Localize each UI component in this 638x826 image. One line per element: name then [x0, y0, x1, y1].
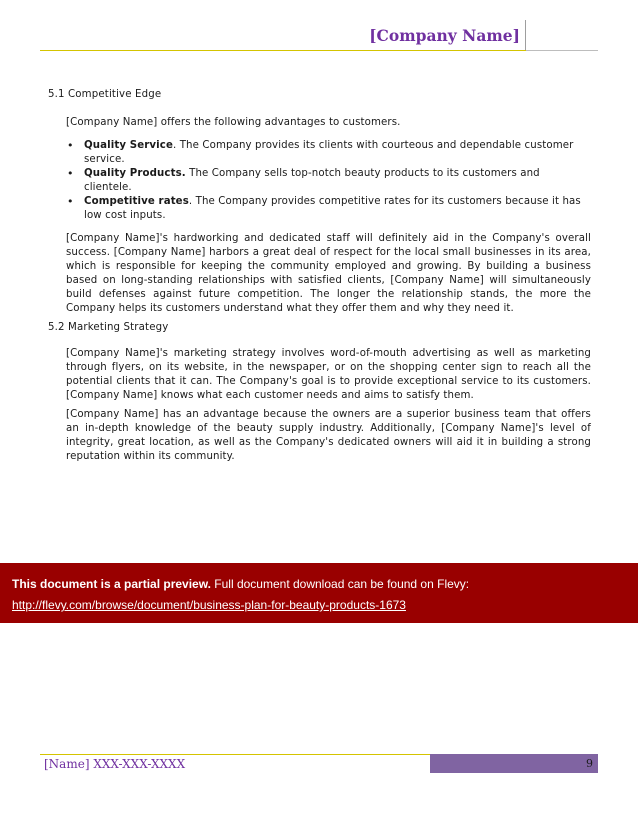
flevy-document-link[interactable]: http://flevy.com/browse/document/business-plan-for-beauty-products-1673 [12, 598, 406, 612]
header-divider-vertical [525, 20, 526, 50]
bullet-text: . The Company provides competitive rates for its customers because it has low cost inputs. [84, 196, 581, 221]
section-heading-marketing-strategy: 5.2 Marketing Strategy [48, 322, 169, 333]
advantages-list [66, 139, 588, 223]
list-item [66, 167, 588, 194]
footer-rule [40, 754, 430, 755]
footer-page-number: 9 [586, 757, 593, 770]
preview-banner-message [12, 577, 469, 591]
footer-contact: [Name] XXX-XXX-XXXX [44, 757, 186, 771]
competitive-edge-intro: [Company Name] offers the following advantages to customers. [66, 117, 401, 128]
header-rule-right [526, 50, 598, 51]
list-item [66, 139, 588, 166]
bullet-term: Quality Service [84, 140, 173, 151]
section-heading-competitive-edge: 5.1 Competitive Edge [48, 89, 162, 100]
footer-page-box [430, 754, 598, 773]
bullet-text: . The Company provides its clients with courteous and dependable customer service. [84, 140, 574, 165]
bullet-term: Quality Products. [84, 168, 186, 179]
preview-banner-text: Full document download can be found on Flevy: [210, 577, 470, 591]
list-item [66, 195, 588, 222]
marketing-strategy-paragraph-1: [Company Name]'s marketing strategy involves word-of-mouth advertising as well as marketing through flyers, on its website, in the newspaper, or on the shopping center sign to reach all the potential clients that it can. The Company's goal is to provide exceptional service to its customers. [Company Name] knows what each customer needs and aims to satisfy them. [66, 348, 591, 401]
preview-banner-bold: This document is a partial preview. [12, 577, 211, 591]
preview-banner [0, 563, 638, 623]
header-rule [40, 50, 526, 51]
competitive-edge-paragraph: [Company Name]'s hardworking and dedicated staff will definitely aid in the Company's overall success. [Company Name] harbors a great deal of respect for the local small businesses in its area, which is responsible for keeping the community employed and growing. By building a business based on long-standing relationships with satisfied clients, [Company Name] will simultaneously build defenses against future competition. The longer the relationship stands, the more the Company helps its customers understand what they offer them and why they need it. [66, 233, 591, 314]
header-company-name: [Company Name] [369, 26, 520, 45]
bullet-term: Competitive rates [84, 196, 189, 207]
marketing-strategy-paragraph-2: [Company Name] has an advantage because the owners are a superior business team that offers an in-depth knowledge of the beauty supply industry. Additionally, [Company Name]'s level of integrity, great location, as well as the Company's dedicated owners will aid it in building a strong reputation within its community. [66, 409, 591, 462]
bullet-text: The Company sells top-notch beauty products to its customers and clientele. [84, 168, 540, 193]
